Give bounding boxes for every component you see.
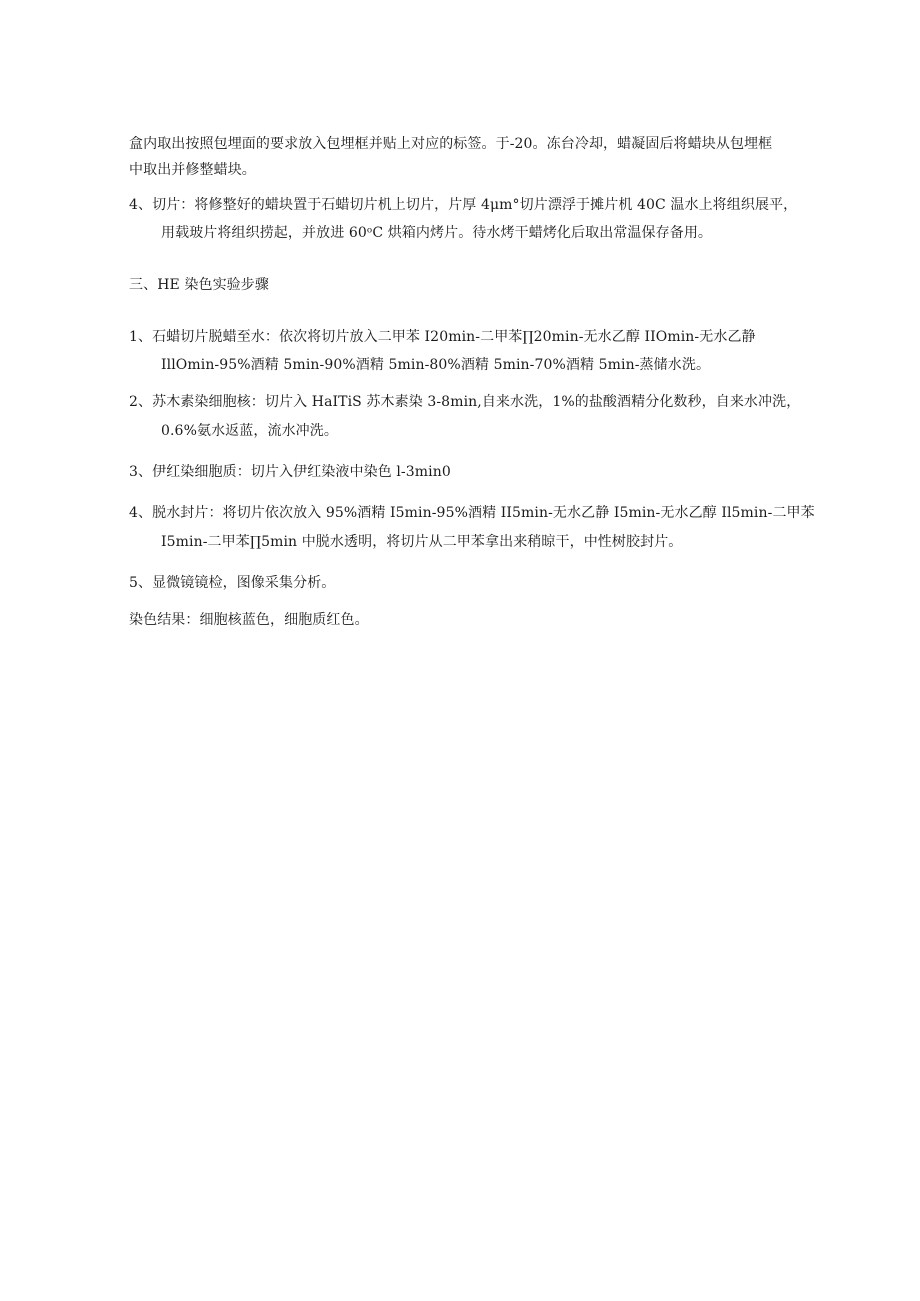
he-step1-line2: IllOmin-95%酒精 5min-90%酒精 5min-80%酒精 5min-70%酒精 5min-蒸储水洗。 — [161, 357, 711, 373]
he-step4-line1: 4、脱水封片：将切片依次放入 95%酒精 I5min-95%酒精 II5min-无水乙静 I5min-无水乙醇 Il5min-二甲苯 — [129, 505, 815, 521]
he-step4-line2: I5min-二甲苯∏5min 中脱水透明，将切片从二甲苯拿出来稍晾干，中性树胶封片。 — [161, 534, 683, 550]
he-step1-line1: 1、石蜡切片脱蜡至水：依次将切片放入二甲苯 I20min-二甲苯∏20min-无水乙醇 IIOmin-无水乙静 — [129, 329, 756, 345]
staining-result: 染色结果：细胞核蓝色，细胞质红色。 — [129, 612, 369, 628]
he-step2-line2: 0.6%氨水返蓝，流水冲洗。 — [161, 423, 338, 439]
he-step5-line1: 5、显微镜镜检，图像采集分析。 — [129, 575, 336, 591]
he-step2-line1: 2、苏木素染细胞核：切片入 HaITiS 苏木素染 3-8min,自来水洗，1%的盐酸酒精分化数秒，自来水冲洗， — [129, 394, 801, 410]
section-heading-he-staining: 三、HE 染色实验步骤 — [129, 277, 269, 293]
section2-continuation-line1: 盒内取出按照包埋面的要求放入包埋框并贴上对应的标签。于-20。冻台冷却，蜡凝固后将蜡块从包埋框 — [129, 136, 773, 152]
section2-continuation-line2: 中取出并修整蜡块。 — [129, 162, 256, 178]
he-step3-line1: 3、伊红染细胞质：切片入伊红染液中染色 l-3min0 — [129, 464, 451, 480]
sectioning-step-line1: 4、切片：将修整好的蜡块置于石蜡切片机上切片，片厚 4μm°切片漂浮于摊片机 40C 温水上将组织展平， — [129, 197, 798, 213]
sectioning-step-line2: 用载玻片将组织捞起，并放进 60ᵒC 烘箱内烤片。待水烤干蜡烤化后取出常温保存备用。 — [161, 225, 713, 241]
